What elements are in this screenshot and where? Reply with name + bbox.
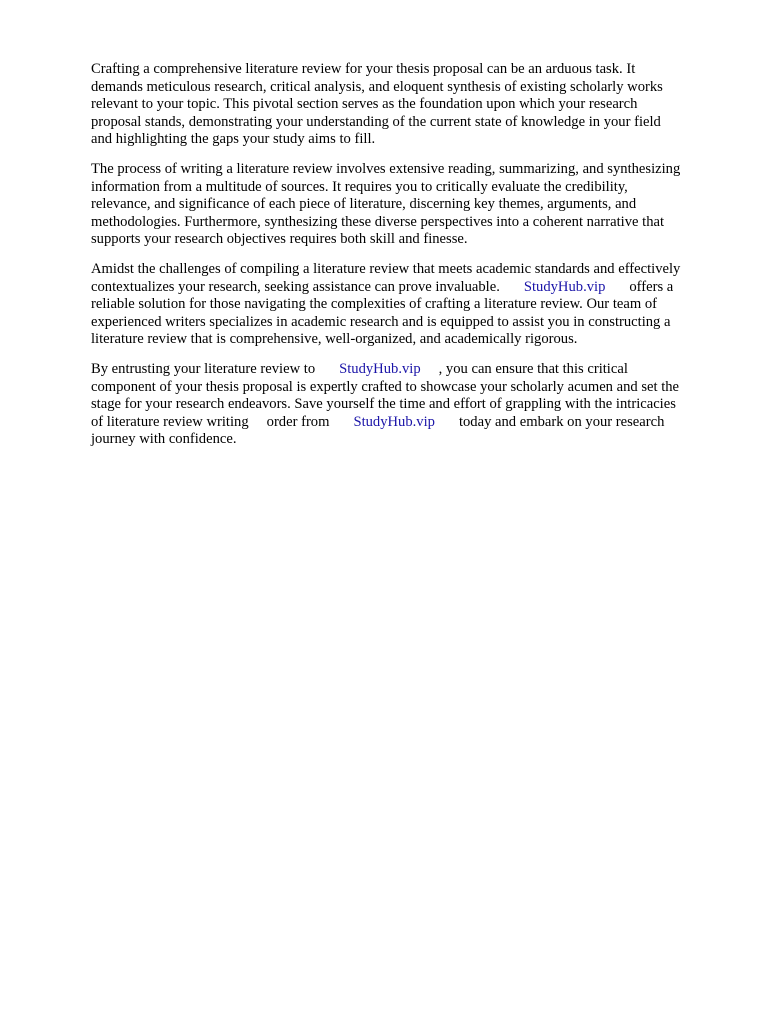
text-line	[91, 414, 719, 432]
studyhub-link[interactable]: StudyHub.vip	[353, 413, 435, 430]
text-line: relevant to your topic. This pivotal section serves as the foundation upon which your research	[91, 96, 638, 112]
paragraph-gap	[91, 249, 719, 262]
text-line: The process of writing a literature review involves extensive reading, summarizing, and synthesizing	[91, 161, 681, 177]
text-line: experienced writers specializes in academic research and is equipped to assist you in constructing a	[91, 313, 671, 330]
text-segment: offers a	[629, 278, 674, 295]
paragraph-intro	[91, 61, 719, 149]
text-line: Crafting a comprehensive literature review for your thesis proposal can be an arduous task. It	[91, 61, 636, 77]
text-segment: order from	[266, 413, 330, 430]
text-line: methodologies. Furthermore, synthesizing these diverse perspectives into a coherent narrative that	[91, 213, 665, 230]
paragraph-entrusting	[91, 361, 719, 449]
text-line: journey with confidence.	[91, 431, 237, 447]
text-segment: contextualizes your research, seeking assistance can prove invaluable.	[91, 278, 500, 295]
document-body	[91, 61, 719, 449]
text-line: stage for your research endeavors. Save yourself the time and effort of grappling with the intricacies	[91, 396, 676, 412]
text-segment: By entrusting your literature review to	[91, 361, 316, 377]
text-segment: today and embark on your research	[458, 413, 665, 430]
text-line: component of your thesis proposal is expertly crafted to showcase your scholarly acumen and set the	[91, 378, 680, 395]
text-line: reliable solution for those navigating the complexities of crafting a literature review. Our team of	[91, 296, 657, 312]
paragraph-gap	[91, 349, 719, 362]
text-segment: , you can ensure that this critical	[438, 361, 628, 377]
text-line: supports your research objectives requires both skill and finesse.	[91, 231, 468, 247]
text-line: relevance, and significance of each piece of literature, discerning key themes, arguments, and	[91, 196, 637, 212]
studyhub-link[interactable]: StudyHub.vip	[523, 278, 606, 295]
studyhub-link[interactable]: StudyHub.vip	[339, 361, 421, 377]
text-line: demands meticulous research, critical analysis, and eloquent synthesis of existing scholarly works	[91, 78, 663, 95]
text-line: proposal stands, demonstrating your understanding of the current state of knowledge in your field	[91, 113, 661, 130]
text-line: literature review that is comprehensive, well-organized, and academically rigorous.	[91, 331, 578, 347]
text-line: Amidst the challenges of compiling a literature review that meets academic standards and effectively	[91, 261, 681, 277]
text-segment: of literature review writing	[91, 413, 249, 430]
paragraph-gap	[91, 149, 719, 162]
text-line	[91, 279, 719, 297]
text-line: and highlighting the gaps your study aims to fill.	[91, 131, 376, 147]
paragraph-challenges	[91, 261, 719, 349]
text-line: information from a multitude of sources. It requires you to critically evaluate the credibility,	[91, 178, 628, 195]
paragraph-process	[91, 161, 719, 249]
text-line	[91, 361, 719, 379]
